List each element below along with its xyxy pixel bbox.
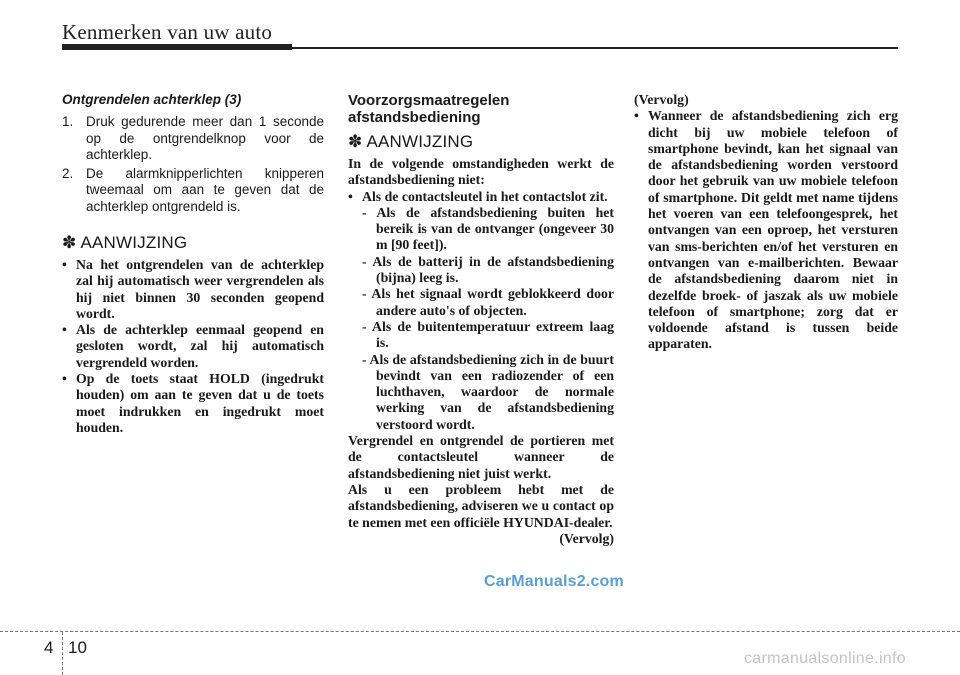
notice-heading-text: AANWIJZING bbox=[366, 132, 474, 151]
step-item bbox=[62, 114, 324, 164]
bullet-dot-icon: • bbox=[62, 257, 67, 272]
step-number: 2. bbox=[62, 165, 74, 181]
continued-label: (Vervolg) bbox=[634, 92, 689, 107]
page-number: 10 bbox=[68, 638, 87, 657]
column-middle bbox=[348, 92, 614, 547]
chapter-number: 4 bbox=[44, 638, 54, 657]
step-text: De alarmknipperlichten knipperen tweemaal om aan te geven dat de achterklep ontgrendeld is. bbox=[86, 165, 324, 214]
site-watermark: carmanualsonline.info bbox=[744, 650, 906, 667]
star-icon: ✽ bbox=[62, 233, 77, 252]
notice-bullet-text: Als de contactsleutel in het contactslot zit. bbox=[362, 188, 608, 204]
bullet-dot-icon: • bbox=[634, 108, 639, 124]
notice-heading bbox=[62, 233, 324, 253]
column-right bbox=[634, 92, 898, 353]
notice-bullet bbox=[62, 257, 324, 322]
notice-bullet-text: Wanneer de afstandsbediening zich erg dicht bij uw mobiele telefoon of smartphone bevindt, kan het signaal van de afstandsbediening worden verstoord door het gebruik van uw mobiele telefoon of smartphone. Dit geldt met name tijdens het voeren van een telefoongesprek, het ontvangen van een oproep, het versturen van sms-berichten en/of het versturen en ontvangen van e-mailberichten. Bewaar de afstandsbediening daarom niet in dezelfde broek- of jaszak als uw mobiele telefoon of smartphone; zorg dat er voldoende afstand is tussen beide apparaten. bbox=[648, 108, 898, 352]
step-item bbox=[62, 166, 324, 216]
dash-item: - Als het signaal wordt geblokkeerd door andere auto's of objecten. bbox=[362, 286, 614, 318]
footer-rule bbox=[0, 631, 960, 632]
bullet-dot-icon: • bbox=[62, 371, 67, 387]
section-title bbox=[348, 92, 614, 126]
bullet-dot-icon: • bbox=[62, 322, 67, 338]
page-header-title: Kenmerken van uw auto bbox=[62, 20, 273, 44]
dash-item: - Als de buitentemperatuur extreem laag is. bbox=[362, 318, 614, 351]
paragraph: Als u een probleem hebt met de afstandsbediening, adviseren we u contact op te nemen met een officiële HYUNDAI-dealer. bbox=[348, 481, 614, 530]
section-title-line: Voorzorgsmaatregelen bbox=[348, 92, 510, 109]
header-rule bbox=[62, 47, 898, 49]
step-number: 1. bbox=[62, 114, 74, 129]
notice-bullet bbox=[634, 108, 898, 352]
dash-item: - Als de batterij in de afstandsbediening (bijna) leeg is. bbox=[362, 253, 614, 286]
notice-bullet bbox=[62, 322, 324, 371]
paragraph: Vergrendel en ontgrendel de portieren met de contactsleutel wanneer de afstandsbediening niet juist werkt. bbox=[348, 433, 614, 481]
notice-bullet-text: Na het ontgrendelen van de achterklep zal hij automatisch weer vergrendelen als hij niet binnen 30 seconden geopend wordt. bbox=[76, 257, 324, 321]
section-title-line: afstandsbediening bbox=[348, 109, 481, 126]
bullet-dot-icon: • bbox=[348, 188, 353, 204]
dash-item: - Als de afstandsbediening zich in de buurt bevindt van een radiozender of een luchthaven, waardoor de normale werking van de afstandsbediening verstoord wordt. bbox=[362, 351, 614, 432]
notice-bullet bbox=[348, 189, 614, 205]
continued-label: (Vervolg) bbox=[559, 530, 614, 546]
dash-item: - Als de afstandsbediening buiten het bereik is van de ontvanger (ongeveer 30 m [90 feet]). bbox=[362, 204, 614, 253]
notice-intro: In de volgende omstandigheden werkt de afstandsbediening niet: bbox=[348, 156, 614, 188]
watermark-link[interactable]: CarManuals2.com bbox=[484, 573, 624, 590]
notice-heading bbox=[348, 132, 614, 152]
footer-divider bbox=[62, 632, 63, 675]
subheading-tailgate-unlock: Ontgrendelen achterklep (3) bbox=[62, 92, 242, 107]
column-left bbox=[62, 92, 324, 436]
notice-bullet bbox=[62, 371, 324, 436]
notice-bullet-text: Op de toets staat HOLD (ingedrukt houden) om aan te geven dat u de toets moet indrukken en ingedrukt moet houden. bbox=[76, 371, 324, 435]
star-icon: ✽ bbox=[348, 132, 363, 151]
notice-bullet-text: Als de achterklep eenmaal geopend en gesloten wordt, zal hij automatisch vergrendeld worden. bbox=[76, 322, 324, 370]
step-text: Druk gedurende meer dan 1 seconde op de ontgrendelknop voor de achterklep. bbox=[86, 114, 324, 162]
notice-heading-text: AANWIJZING bbox=[80, 233, 188, 252]
